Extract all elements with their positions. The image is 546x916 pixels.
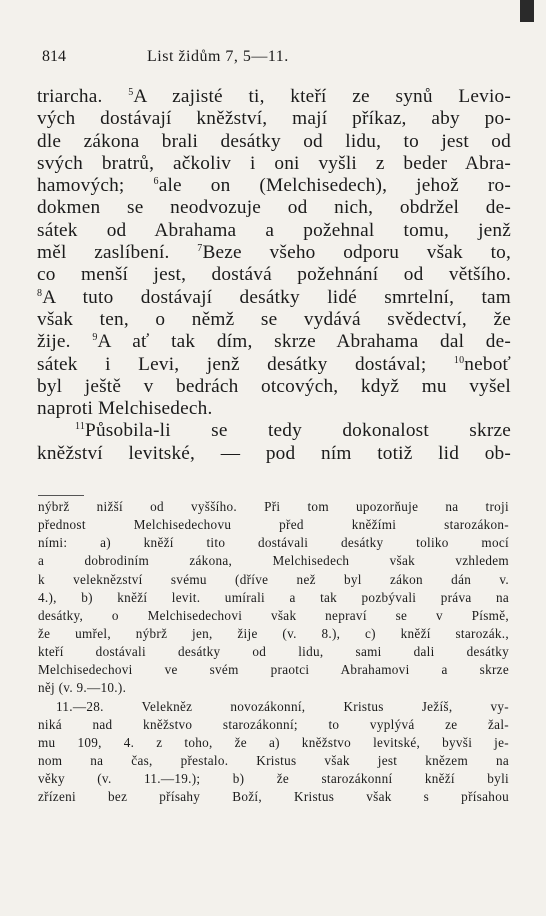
text-line	[37, 86, 511, 108]
verse-number: 10	[453, 354, 465, 366]
line-text: Beze všeho odporu však to,	[202, 242, 511, 264]
line-text: žije.	[37, 331, 93, 353]
verse-number: 11	[75, 421, 86, 433]
line-text: dokmen se neodvozuje od nich, obdržel de-	[37, 197, 511, 219]
line-text: svých bratrů, ačkoliv i oni vyšli z beder Abra-	[37, 152, 511, 174]
verse-number: 8	[37, 287, 43, 299]
footnote-line: k veleknězství svému (dříve než byl zákon dán v.	[38, 571, 509, 587]
text-line	[37, 242, 511, 264]
line-text: Působila-li se tedy dokonalost skrze	[85, 420, 511, 442]
footnote-line: 11.—28. Velekněz novozákonní, Kristus Ježíš, vy-	[56, 698, 509, 714]
line-text: kněžství levitské, — pod ním totiž lid ob-	[37, 442, 511, 464]
line-text: triarcha.	[37, 86, 129, 107]
line-text: A ať tak dím, skrze Abrahama dal de-	[97, 331, 511, 353]
text-line	[37, 264, 511, 286]
line-text: A tuto dostávají desátky lidé smrtelní, tam	[42, 286, 511, 308]
text-line	[37, 398, 511, 420]
page-edge-mark	[520, 0, 534, 22]
text-line	[37, 108, 511, 130]
footnotes	[38, 498, 509, 806]
footnote-line: ními: a) kněží tito dostávali desátky toliko mocí	[38, 535, 509, 551]
text-line	[37, 309, 511, 331]
text-line	[37, 131, 511, 153]
footnote-line: věky (v. 11.—19.); b) že starozákonní kněží byli	[38, 771, 509, 787]
text-line	[37, 287, 511, 309]
line-text: měl zaslíbení.	[37, 242, 198, 264]
text-line	[37, 153, 511, 175]
line-text: však ten, o němž se vydává svědectví, že	[37, 308, 511, 330]
text-line	[37, 220, 511, 242]
footnote-line: mu 109, 4. z toho, že a) kněžstvo levitské, byvši je-	[38, 734, 509, 750]
page-number: 814	[42, 48, 66, 65]
verse-number: 5	[128, 87, 134, 98]
line-text: byl ještě v bedrách otcových, když mu vyšel	[37, 375, 511, 397]
text-line	[37, 331, 511, 353]
text-line	[37, 420, 511, 442]
footnote-line: nom na čas, přestalo. Kristus však jest knězem na	[38, 752, 509, 768]
line-text: sátek i Levi, jenž desátky dostával;	[37, 353, 454, 375]
text-line	[37, 376, 511, 398]
footnote-line: něj (v. 9.—10.).	[38, 680, 127, 696]
verse-number: 6	[153, 176, 159, 188]
line-text: naproti Melchisedech.	[37, 398, 213, 420]
line-text: A zajisté ti, kteří ze synů Levio-	[133, 86, 511, 107]
line-text: sátek od Abrahama a požehnal tomu, jenž	[37, 219, 511, 241]
footnote-line: 4.), b) kněží levit. umírali a tak pozbývali práva na	[38, 589, 509, 605]
page-header	[42, 48, 512, 72]
main-text	[37, 86, 511, 465]
line-text: vých dostávají kněžství, mají příkaz, aby po-	[37, 108, 511, 130]
footnote-line: kteří dostávali desátky od lidu, sami dali desátky	[38, 644, 509, 660]
text-line	[37, 443, 511, 465]
line-text: hamových;	[37, 175, 154, 197]
line-text: neboť	[464, 353, 511, 375]
footnote-line: zřízeni bez přísahy Boží, Kristus však s přísahou	[38, 789, 509, 805]
footnote-rule	[38, 495, 84, 496]
footnote-line: Melchisedechovi ve svém praotci Abrahamovi a skrze	[38, 662, 509, 678]
footnote-line: že umřel, nýbrž jen, žije (v. 8.), c) kněží starozák.,	[38, 625, 509, 641]
verse-number: 9	[92, 332, 98, 344]
footnote-line: niká nad kněžstvo starozákonní; to vyplývá ze žal-	[38, 716, 509, 732]
footnote-line: a dobrodiním zákona, Melchisedech však vzhledem	[38, 553, 509, 569]
verse-number: 7	[197, 243, 203, 255]
text-line	[37, 175, 511, 197]
line-text: ale on (Melchisedech), jehož ro-	[158, 175, 511, 197]
text-line	[37, 197, 511, 219]
footnote-line: nýbrž nižší od vyššího. Při tom upozorňuje na troji	[38, 499, 509, 514]
line-text: dle zákona brali desátky od lidu, to jest od	[37, 130, 511, 152]
line-text: co menší jest, dostává požehnání od většího.	[37, 264, 511, 286]
footnote-line: desátky, o Melchisedechovi však nepraví se v Písmě,	[38, 607, 509, 623]
footnote-line: přednost Melchisedechovu před kněžími starozákon-	[38, 517, 509, 533]
text-line	[37, 354, 511, 376]
running-title: List židům 7, 5—11.	[147, 48, 289, 65]
